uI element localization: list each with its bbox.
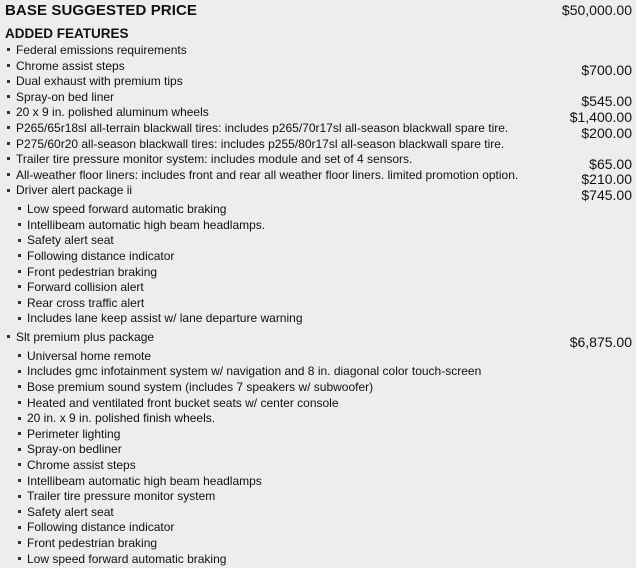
bullet-icon bbox=[7, 111, 10, 114]
feature-item bbox=[7, 167, 632, 188]
bullet-icon bbox=[7, 157, 10, 160]
sub-item-label: Following distance indicator bbox=[27, 520, 175, 535]
feature-label: All-weather floor liners: includes front and rear all weather floor liners. limited promotion option. bbox=[16, 167, 519, 182]
package-sub-item bbox=[7, 281, 632, 297]
package-sub-item bbox=[7, 365, 632, 381]
feature-item-slt-premium-plus-package bbox=[7, 330, 632, 350]
bullet-icon bbox=[7, 80, 10, 83]
package-sub-item bbox=[7, 537, 632, 553]
sub-item-label: 20 in. x 9 in. polished finish wheels. bbox=[27, 411, 216, 426]
package-sub-item bbox=[7, 297, 632, 313]
bullet-icon bbox=[18, 401, 21, 404]
package-sub-item bbox=[7, 266, 632, 282]
package-sub-item bbox=[7, 443, 632, 459]
bullet-icon bbox=[18, 270, 21, 273]
added-features-title: ADDED FEATURES bbox=[5, 26, 129, 41]
feature-label: 20 x 9 in. polished aluminum wheels bbox=[16, 105, 209, 120]
sub-item-label: Intellibeam automatic high beam headlamps bbox=[27, 473, 262, 488]
feature-item bbox=[7, 138, 632, 154]
package-sub-item bbox=[7, 250, 632, 266]
package-sub-item bbox=[7, 203, 632, 219]
sub-item-label: Includes lane keep assist w/ lane departure warning bbox=[27, 311, 303, 326]
bullet-icon bbox=[7, 64, 10, 67]
bullet-icon bbox=[18, 223, 21, 226]
feature-item bbox=[7, 105, 632, 125]
bullet-icon bbox=[18, 448, 21, 451]
package-sub-item bbox=[7, 553, 632, 568]
bullet-icon bbox=[18, 463, 21, 466]
bullet-icon bbox=[7, 142, 10, 145]
feature-item bbox=[7, 58, 632, 79]
sub-item-label: Chrome assist steps bbox=[27, 458, 136, 472]
bullet-icon bbox=[7, 48, 10, 51]
bullet-icon bbox=[18, 301, 21, 304]
bullet-icon bbox=[18, 239, 21, 242]
sub-item-label: Safety alert seat bbox=[27, 504, 114, 519]
feature-item bbox=[7, 44, 632, 60]
bullet-icon bbox=[18, 557, 21, 560]
feature-label: Spray-on bed liner bbox=[16, 89, 115, 104]
bullet-icon bbox=[7, 189, 10, 192]
sub-item-label: Front pedestrian braking bbox=[27, 264, 158, 279]
sub-item-label: Spray-on bedliner bbox=[27, 442, 122, 457]
feature-item-driver-alert-package bbox=[7, 183, 632, 203]
package-sub-item bbox=[7, 428, 632, 444]
sub-item-label: Following distance indicator bbox=[27, 248, 175, 263]
sub-item-label: Front pedestrian braking bbox=[27, 535, 158, 550]
feature-price: $65.00 bbox=[589, 155, 632, 172]
feature-label: Dual exhaust with premium tips bbox=[16, 74, 183, 89]
sub-item-label: Bose premium sound system (includes 7 speakers w/ subwoofer) bbox=[27, 380, 374, 395]
sub-item-label: Includes gmc infotainment system w/ navigation and 8 in. diagonal color touch-screen bbox=[27, 364, 482, 379]
bullet-icon bbox=[7, 126, 10, 129]
package-sub-item bbox=[7, 312, 632, 328]
package-sub-item bbox=[7, 381, 632, 397]
sub-item-label: Perimeter lighting bbox=[27, 426, 121, 441]
bullet-icon bbox=[7, 335, 10, 338]
bullet-icon bbox=[18, 495, 21, 498]
feature-item bbox=[7, 120, 632, 141]
package-sub-item bbox=[7, 506, 632, 522]
feature-price: $545.00 bbox=[581, 93, 632, 110]
package-sub-item bbox=[7, 475, 632, 491]
sub-item-label: Heated and ventilated front bucket seats w/ center console bbox=[27, 395, 339, 410]
sub-item-label: Low speed forward automatic braking bbox=[27, 202, 227, 217]
bullet-icon bbox=[18, 385, 21, 388]
base-price-title: BASE SUGGESTED PRICE bbox=[5, 1, 198, 19]
bullet-icon bbox=[18, 207, 21, 210]
feature-item bbox=[7, 89, 632, 110]
package-sub-item bbox=[7, 397, 632, 413]
feature-price: $700.00 bbox=[581, 62, 632, 79]
added-features-list bbox=[7, 44, 632, 568]
feature-price: $1,400.00 bbox=[569, 108, 632, 125]
package-sub-item bbox=[7, 459, 632, 475]
bullet-icon bbox=[18, 479, 21, 482]
bullet-icon bbox=[18, 370, 21, 373]
package-sub-item bbox=[7, 490, 632, 506]
feature-price: $6,875.00 bbox=[569, 333, 632, 350]
bullet-icon bbox=[18, 417, 21, 420]
bullet-icon bbox=[7, 173, 10, 176]
feature-label: Driver alert package ii bbox=[16, 183, 133, 198]
base-price-value: $50,000.00 bbox=[561, 2, 632, 18]
feature-label: P265/65r18sl all-terrain blackwall tires: includes p265/70r17sl all-season blackwall spare tire. bbox=[16, 120, 509, 135]
feature-price: $210.00 bbox=[581, 171, 632, 188]
feature-item bbox=[7, 75, 632, 91]
bullet-icon bbox=[18, 510, 21, 513]
feature-price: $200.00 bbox=[581, 124, 632, 141]
bullet-icon bbox=[18, 541, 21, 544]
package-sub-item bbox=[7, 521, 632, 537]
bullet-icon bbox=[18, 526, 21, 529]
package-sub-item bbox=[7, 350, 632, 366]
sub-item-label: Rear cross traffic alert bbox=[27, 295, 145, 310]
package-sub-item bbox=[7, 219, 632, 235]
base-price-row bbox=[5, 0, 632, 20]
bullet-icon bbox=[18, 254, 21, 257]
feature-label: Federal emissions requirements bbox=[16, 43, 187, 57]
sub-item-label: Low speed forward automatic braking bbox=[27, 551, 227, 566]
sub-item-label: Trailer tire pressure monitor system bbox=[27, 489, 216, 504]
feature-item bbox=[7, 152, 632, 172]
bullet-icon bbox=[18, 317, 21, 320]
feature-label: Slt premium plus package bbox=[16, 330, 155, 345]
sub-item-label: Intellibeam automatic high beam headlamps. bbox=[27, 217, 266, 232]
feature-price: $745.00 bbox=[581, 186, 632, 203]
sub-item-label: Safety alert seat bbox=[27, 233, 114, 248]
sub-item-label: Universal home remote bbox=[27, 348, 152, 363]
feature-label: P275/60r20 all-season blackwall tires: includes p255/80r17sl all-season blackwall spare tire. bbox=[16, 136, 505, 151]
bullet-icon bbox=[7, 95, 10, 98]
package-sub-item bbox=[7, 234, 632, 250]
bullet-icon bbox=[18, 285, 21, 288]
bullet-icon bbox=[18, 432, 21, 435]
feature-label: Trailer tire pressure monitor system: includes module and set of 4 sensors. bbox=[16, 152, 413, 167]
package-sub-item bbox=[7, 412, 632, 428]
feature-label: Chrome assist steps bbox=[16, 58, 125, 73]
sub-item-label: Forward collision alert bbox=[27, 280, 144, 295]
bullet-icon bbox=[18, 354, 21, 357]
